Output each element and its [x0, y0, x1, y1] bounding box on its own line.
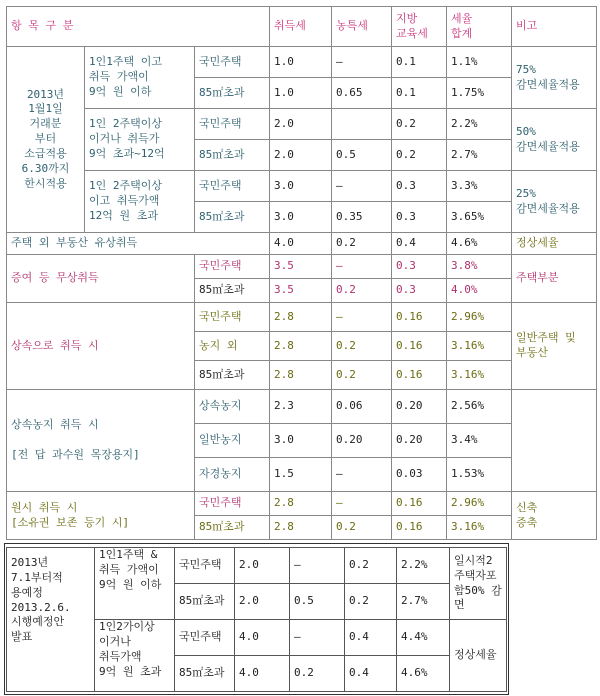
total-rate-value: 2.56%	[447, 390, 512, 424]
edu-tax-value: 0.3	[392, 255, 447, 279]
total-rate-value: 3.8%	[447, 255, 512, 279]
housing-type: 농지 외	[195, 332, 270, 361]
condition-label: 1인1주택 이고 취득 가액이 9억 원 이하	[85, 47, 195, 109]
edu-tax-value: 0.1	[392, 78, 447, 109]
edu-tax-value: 0.3	[392, 202, 447, 233]
housing-type: 85㎡초과	[175, 584, 235, 620]
table-row	[7, 109, 597, 140]
period-planned-label: 2013년 7.1부터적 용예정 2013.2.6. 시행예정안 발표	[7, 548, 95, 692]
acq-tax-value: 3.0	[270, 171, 332, 202]
total-rate-value: 2.2%	[397, 548, 450, 584]
acq-tax-value: 2.3	[270, 390, 332, 424]
table-row	[7, 492, 597, 516]
farm-tax-value: 0.5	[332, 140, 392, 171]
gift-label: 증여 등 무상취득	[7, 255, 195, 303]
housing-type: 85㎡초과	[195, 202, 270, 233]
condition-label: 1인1주택 & 취득 가액이 9억 원 이하	[95, 548, 175, 620]
inherit-label: 상속으로 취득 시	[7, 303, 195, 390]
table-row	[7, 47, 597, 78]
farm-tax-value: –	[290, 620, 345, 656]
acq-tax-value: 4.0	[270, 233, 332, 255]
remark: 일시적2 주택자포 함50% 감 면	[450, 548, 507, 620]
total-rate-value: 4.4%	[397, 620, 450, 656]
table-row	[7, 390, 597, 424]
housing-type: 국민주택	[195, 303, 270, 332]
header-category: 항 목 구 분	[7, 7, 270, 47]
acq-tax-value: 4.0	[235, 656, 290, 692]
period-2013-label: 2013년 1월1일 거래분 부터 소급적용 6.30까지 한시적용	[7, 47, 85, 233]
original-label: 원시 취득 시 [소유권 보존 등기 시]	[7, 492, 195, 540]
acq-tax-value: 2.8	[270, 361, 332, 390]
farm-tax-value: –	[332, 458, 392, 492]
total-rate-value: 3.65%	[447, 202, 512, 233]
farm-tax-value: 0.2	[332, 516, 392, 540]
total-rate-value: 2.2%	[447, 109, 512, 140]
farm-tax-value: –	[332, 492, 392, 516]
housing-type: 국민주택	[195, 47, 270, 78]
edu-tax-value: 0.3	[392, 171, 447, 202]
condition-label: 1인 2주택이상 이거나 취득가 9억 초과~12억	[85, 109, 195, 171]
acq-tax-value: 1.5	[270, 458, 332, 492]
farm-tax-value: 0.20	[332, 424, 392, 458]
header-farm-tax: 농특세	[332, 7, 392, 47]
total-rate-value: 1.53%	[447, 458, 512, 492]
remark: 정상세율	[450, 620, 507, 692]
edu-tax-value: 0.20	[392, 424, 447, 458]
edu-tax-value: 0.16	[392, 303, 447, 332]
total-rate-value: 3.16%	[447, 516, 512, 540]
acq-tax-value: 2.0	[235, 584, 290, 620]
header-remark: 비고	[512, 7, 597, 47]
housing-type: 상속농지	[195, 390, 270, 424]
condition-label: 1인2가이상 이거나 취득가액 9억 원 초과	[95, 620, 175, 692]
farm-tax-value	[332, 109, 392, 140]
total-rate-value: 3.4%	[447, 424, 512, 458]
edu-tax-value: 0.4	[345, 656, 397, 692]
housing-type: 국민주택	[195, 171, 270, 202]
total-rate-value: 2.7%	[447, 140, 512, 171]
total-rate-value: 3.16%	[447, 332, 512, 361]
header-acq-tax: 취득세	[270, 7, 332, 47]
housing-type: 일반농지	[195, 424, 270, 458]
acq-tax-value: 1.0	[270, 78, 332, 109]
table-row	[7, 255, 597, 279]
farm-tax-value: 0.06	[332, 390, 392, 424]
farm-tax-value: 0.5	[290, 584, 345, 620]
non-house-label: 주택 외 부동산 유상취득	[7, 233, 270, 255]
table-row	[7, 303, 597, 332]
header-row	[7, 7, 597, 47]
housing-type: 85㎡초과	[195, 78, 270, 109]
header-edu-tax: 지방 교육세	[392, 7, 447, 47]
farm-tax-value: –	[332, 47, 392, 78]
remark: 주택부분	[512, 255, 597, 303]
edu-tax-value: 0.16	[392, 516, 447, 540]
total-rate-value: 2.7%	[397, 584, 450, 620]
header-total: 세율 합계	[447, 7, 512, 47]
remark: 25% 감면세율적용	[512, 171, 597, 233]
remark: 50% 감면세율적용	[512, 109, 597, 171]
condition-label: 1인 2주택이상 이고 취득가액 12억 원 초과	[85, 171, 195, 233]
total-rate-value: 1.75%	[447, 78, 512, 109]
housing-type: 국민주택	[195, 109, 270, 140]
total-rate-value: 2.96%	[447, 492, 512, 516]
edu-tax-value: 0.03	[392, 458, 447, 492]
housing-type: 국민주택	[175, 548, 235, 584]
acq-tax-value: 3.5	[270, 279, 332, 303]
total-rate-value: 4.6%	[397, 656, 450, 692]
farm-tax-value: 0.2	[332, 233, 392, 255]
edu-tax-value: 0.16	[392, 332, 447, 361]
edu-tax-value: 0.2	[392, 140, 447, 171]
planned-rate-table	[6, 547, 507, 692]
housing-type: 85㎡초과	[175, 656, 235, 692]
acq-tax-value: 3.0	[270, 424, 332, 458]
tax-rate-table	[6, 6, 597, 540]
acq-tax-value: 2.0	[270, 140, 332, 171]
farm-tax-value: 0.2	[332, 332, 392, 361]
acq-tax-value: 3.5	[270, 255, 332, 279]
remark: 75% 감면세율적용	[512, 47, 597, 109]
edu-tax-value: 0.20	[392, 390, 447, 424]
housing-type: 85㎡초과	[195, 361, 270, 390]
edu-tax-value: 0.16	[392, 361, 447, 390]
housing-type: 국민주택	[195, 255, 270, 279]
acq-tax-value: 2.8	[270, 332, 332, 361]
edu-tax-value: 0.4	[345, 620, 397, 656]
acq-tax-value: 2.0	[235, 548, 290, 584]
farm-tax-value: –	[332, 171, 392, 202]
housing-type: 85㎡초과	[195, 140, 270, 171]
edu-tax-value: 0.4	[392, 233, 447, 255]
remark-empty	[512, 390, 597, 492]
edu-tax-value: 0.2	[345, 548, 397, 584]
farm-tax-value: 0.2	[290, 656, 345, 692]
acq-tax-value: 1.0	[270, 47, 332, 78]
farm-tax-value: 0.2	[332, 279, 392, 303]
acq-tax-value: 2.8	[270, 516, 332, 540]
table-row	[7, 548, 507, 584]
total-rate-value: 4.6%	[447, 233, 512, 255]
edu-tax-value: 0.3	[392, 279, 447, 303]
total-rate-value: 3.16%	[447, 361, 512, 390]
farm-tax-value: –	[332, 255, 392, 279]
inherit-farm-label: 상속농지 취득 시 [전 답 과수원 목장용지]	[7, 390, 195, 492]
housing-type: 자경농지	[195, 458, 270, 492]
housing-type: 국민주택	[195, 492, 270, 516]
total-rate-value: 3.3%	[447, 171, 512, 202]
acq-tax-value: 3.0	[270, 202, 332, 233]
acq-tax-value: 2.8	[270, 303, 332, 332]
acq-tax-value: 2.0	[270, 109, 332, 140]
remark: 신축 증축	[512, 492, 597, 540]
housing-type: 국민주택	[175, 620, 235, 656]
edu-tax-value: 0.2	[345, 584, 397, 620]
total-rate-value: 4.0%	[447, 279, 512, 303]
remark: 일반주택 및 부동산	[512, 303, 597, 390]
housing-type: 85㎡초과	[195, 516, 270, 540]
total-rate-value: 2.96%	[447, 303, 512, 332]
farm-tax-value: 0.35	[332, 202, 392, 233]
farm-tax-value: 0.2	[332, 361, 392, 390]
remark: 정상세율	[512, 233, 597, 255]
acq-tax-value: 4.0	[235, 620, 290, 656]
housing-type: 85㎡초과	[195, 279, 270, 303]
edu-tax-value: 0.16	[392, 492, 447, 516]
farm-tax-value: 0.65	[332, 78, 392, 109]
table-row	[7, 233, 597, 255]
farm-tax-value: –	[290, 548, 345, 584]
edu-tax-value: 0.1	[392, 47, 447, 78]
total-rate-value: 1.1%	[447, 47, 512, 78]
farm-tax-value: –	[332, 303, 392, 332]
table-row	[7, 171, 597, 202]
acq-tax-value: 2.8	[270, 492, 332, 516]
edu-tax-value: 0.2	[392, 109, 447, 140]
